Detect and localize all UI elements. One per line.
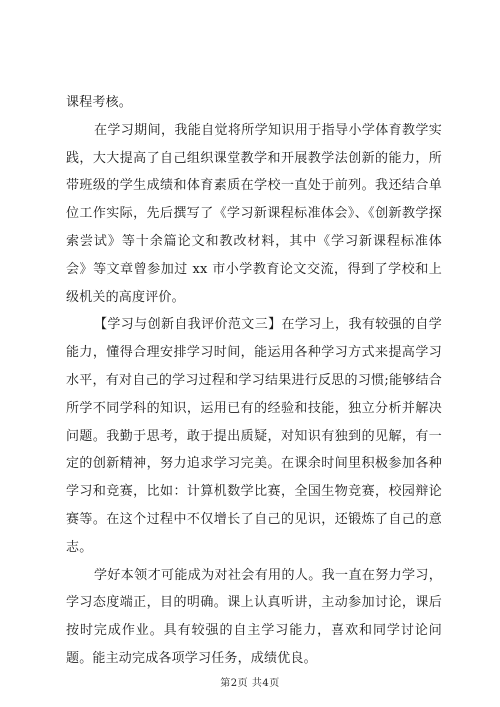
paragraph-learning-attitude: 学好本领才可能成为对社会有用的人。我一直在努力学习，学习态度端正，目的明确。课上认真听讲，主动参加讨论，课后按时完成作业。具有较强的自主学习能力，喜欢和同学讨论问题。能主动完成各项学习任务，成绩优良。: [66, 567, 442, 666]
paragraph-study-period: 在学习期间，我能自觉将所学知识用于指导小学体育教学实践，大大提高了自己组织课堂教学和开展教学法创新的能力，所带班级的学生成绩和体育素质在学校一直处于前列。我还结合单位工作实际，先后撰写了《学习新课程标准体会》、《创新教学探索尝试》等十余篇论文和教改材料，其中《学习新课程标准体会》等文章曾参加过 xx 市小学教育论文交流，得到了学校和上级机关的高度评价。: [66, 122, 442, 305]
page-number-footer: 第2页 共4页: [220, 678, 280, 689]
document-body: [66, 89, 442, 673]
paragraph-continuation: 课程考核。: [66, 95, 133, 110]
paragraph-sample-three: 【学习与创新自我评价范文三】在学习上，我有较强的自学能力，懂得合理安排学习时间，能运用各种学习方式来提高学习水平，有对自己的学习过程和学习结果进行反思的习惯;能够结合所学不同学科的知识，运用已有的经验和技能，独立分析并解决问题。我勤于思考，敢于提出质疑，对知识有独到的见解，有一定的创新精神，努力追求学习完美。在课余时间里积极参加各种学习和竞赛，比如：计算机数学比赛，全国生物竞赛，校园辩论赛等。在这个过程中不仅增长了自己的见识，还锻炼了自己的意志。: [66, 317, 442, 555]
